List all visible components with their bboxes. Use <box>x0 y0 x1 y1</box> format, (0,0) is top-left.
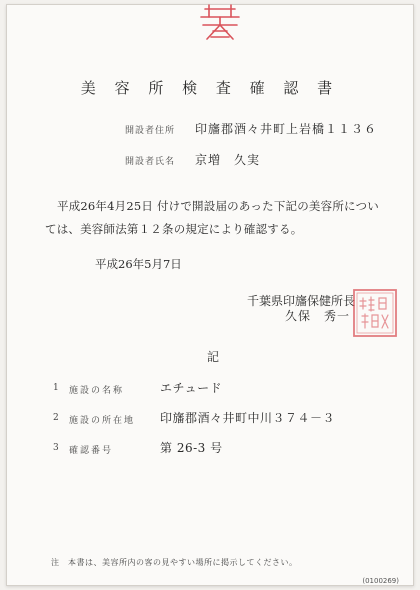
item-number: 3 <box>53 443 59 453</box>
item-value: 第 26-3 号 <box>160 441 223 455</box>
item-number: 2 <box>53 413 59 423</box>
certificate-sheet <box>6 4 414 586</box>
issuer-office: 千葉県印旛保健所長 <box>247 294 356 308</box>
item-value: 印旛郡酒々井町中川３７４－３ <box>160 411 336 425</box>
document-code: (0100269) <box>362 577 399 585</box>
applicant-name-label: 開設者氏名 <box>125 157 176 167</box>
item-number: 1 <box>53 383 59 393</box>
document-title: 美 容 所 検 査 確 認 書 <box>80 79 340 97</box>
top-red-stamp-mark <box>195 3 245 43</box>
item-value: エチュード <box>160 381 223 395</box>
applicant-name-value: 京増 久実 <box>195 153 261 167</box>
official-seal-stamp <box>351 287 399 339</box>
item-label: 確認番号 <box>69 446 114 456</box>
item-label: 施設の所在地 <box>69 416 136 426</box>
applicant-address-value: 印旛郡酒々井町上岩橋１１３６ <box>195 122 378 136</box>
applicant-address-label: 開設者住所 <box>125 126 176 136</box>
issuer-name: 久保 秀一 <box>285 309 351 323</box>
confirmation-body-text: 平成26年4月25日 付けで開設届のあった下記の美容所については、美容師法第１２条の規定により確認する。 <box>45 199 379 236</box>
posting-note: 注 本書は、美容所内の客の見やすい場所に掲示してください。 <box>51 558 298 567</box>
section-marker: 記 <box>207 350 220 364</box>
issue-date: 平成26年5月7日 <box>95 257 182 271</box>
item-label: 施設の名称 <box>69 386 125 396</box>
